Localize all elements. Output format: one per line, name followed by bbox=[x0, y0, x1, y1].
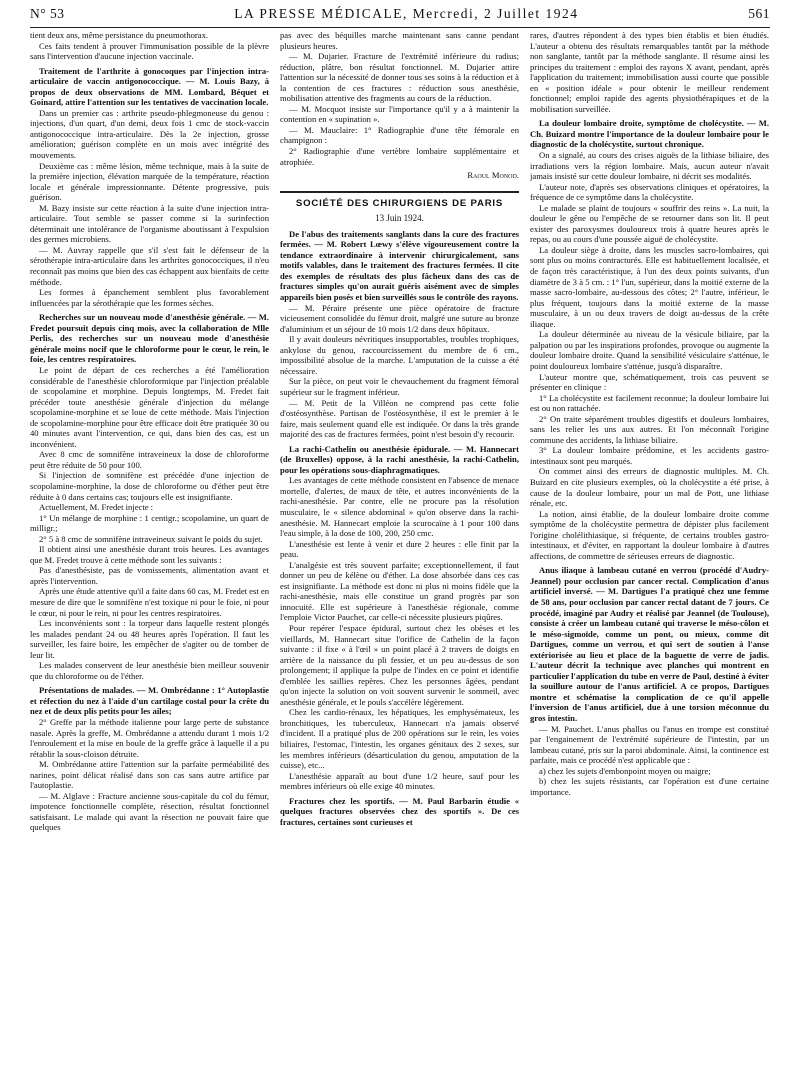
paragraph: L'auteur montre que, schématiquement, trois cas peuvent se présenter en clinique : bbox=[530, 371, 769, 393]
paragraph: pas avec des béquilles marche maintenant sans canne pendant plusieurs heures. bbox=[280, 30, 519, 51]
paragraph: a) chez les sujets d'embonpoint moyen ou maigre; bbox=[539, 765, 711, 776]
page-label: N° 53 bbox=[30, 6, 65, 21]
subsection-heading: Anus iliaque à lambeau cutané en verrou (procédé d'Audry-Jeannel) pour occlusion par cancer rectal. Complication d'anus artificiel inversé. — M. Dartigues l'a pratiqué chez une femme de 58 ans, pour occlusion par cancer rectal datant de 7 jours. Ce procédé, imaginé par Audry et réalisé par Jeannel (de Toulouse), consiste à créer un lambeau cutané qui traverse le méso-côlon et le méso-sigmoïde, comme un pont, ou mieux, comme dit Dartigues, comme un verrou, et qui sert de soutien à l'anse extériorisée au lieu et place de la baguette de verre de jadis. L'auteur décrit la technique avec planches qui montrent en particulier l'application du tube en verre de Paul, destiné à éviter la souillure autour de l'anus artificiel. A ce propos, Dartigues montre et schématise la complication de ce qu'il appelle l'inversion de l'anus artificiel, due à une torsion méconnue du gros intestin. bbox=[530, 565, 769, 723]
paragraph: 2° Greffe par la méthode italienne pour large perte de substance nasale. Après la greffe, M. Ombrédanne a attendu durant 1 mois 1/2 l'enroulement et la mise en boule de la greffe grâce à laquelle il a pu rétablir la sous-cloison détruite. bbox=[30, 717, 269, 759]
paragraph: b) chez les sujets résistants, car l'opération est d'une certaine importance. bbox=[530, 776, 769, 797]
paragraph: La douleur déterminée au niveau de la vésicule biliaire, par la palpation ou par les inspirations profondes, provoque ou augmente la douleur lombaire droite. Quand la sensibilité vésiculaire s'atténue, le point douloureux lombaire s'atténue, jusqu'à disparaître. bbox=[530, 329, 769, 371]
page-number: 561 bbox=[748, 6, 770, 21]
section-date: 13 Juin 1924. bbox=[375, 213, 424, 224]
paragraph: — M. Mocquot insiste sur l'importance qu'il y a à maintenir la contention en « supination ». bbox=[280, 103, 519, 125]
author-signature: Raoul Monod. bbox=[467, 170, 519, 181]
paragraph: Le point de départ de ces recherches a été l'amélioration considérable de l'anesthésie chloroformique par l'injection préalable de scopolamine et morphine. Depuis longtemps, M. Fredet fait précéder toute anesthésie générale d'injection du mélange scopolamine-morphine et se loue de cette méthode. Mais l'injection de scopolamine-morphine pour être efficace doit être pratiquée 30 ou 40 minutes avant l'intervention, ce qui, dans bien des cas, est un inconvénient. bbox=[30, 364, 269, 449]
paragraph: Le malade se plaint de toujours « souffrir des reins ». La nuit, la douleur le gêne ou l'empêche de se retourner dans son lit. Il peut exister des paroxysmes douloureux trois à quatre heures après le repas, ou au cours d'une poussée aiguë de cholécystite. bbox=[530, 202, 769, 245]
paragraph: Après une étude attentive qu'il a faite dans 60 cas, M. Fredet est en mesure de dire que le somnifène n'est toxique ni pour le foie, ni pour le cœur, ni pour le rein, ni pour les centres respiratoires. bbox=[30, 586, 269, 618]
paragraph: Sur la pièce, on peut voir le chevauchement du fragment fémoral supérieur sur le fragment inférieur. bbox=[280, 376, 519, 397]
paragraph: — M. Alglave : Fracture ancienne sous-capitale du col du fémur, impotence fonctionnelle complète, résection, résultat fonctionnel satisfaisant. Le malade qui avant la résection ne pouvait faire que quelques bbox=[30, 790, 269, 833]
subsection-heading: Présentations de malades. — M. Ombrédanne : 1° Autoplastie et réfection du nez à l'aide d'un cartilage costal pour la crête du nez et de deux plis petits pour les ailes; bbox=[30, 685, 269, 717]
header-rule bbox=[30, 27, 770, 28]
paragraph: Les avantages de cette méthode consistent en l'absence de menace mortelle, d'alertes, de maux de tête, et autres inconvénients de la rachi-anesthésie. Par contre, elle ne procure pas la résolution musculaire, le « silence abdominal » qu'on observe dans la rachi-anesthésie. M. Hannecart emploie la scurocaïne à 1 pour 100 dans l'eau simple, à la dose de 100, 200, 250 cmc. bbox=[280, 475, 519, 539]
paragraph: — M. Auvray rappelle que s'il s'est fait le défenseur de la sérothérapie intra-articulaire dans les arthrites gonococciques, il n'eu reconnaît pas moins que bien des cas échappent aux bienfaits de cette méthode. bbox=[30, 244, 269, 287]
column-2 bbox=[280, 30, 519, 1070]
subsection-heading: De l'abus des traitements sanglants dans la cure des fractures fermées. — M. Robert Lœwy s'élève vigoureusement contre la tendance extraordinaire à intervenir chirurgicalement, sans motifs valables, dans le traitement des fractures fermées. Il cite des exemples de résultats des plus fâcheux dans des cas de fractures simples qu'on aurait guéris aisément avec de simples appareils bien posés et bien surveillés sous le contrôle des rayons. bbox=[280, 228, 519, 303]
paragraph: 2° 5 à 8 cmc de somnifène intraveineux suivant le poids du sujet. bbox=[39, 533, 263, 544]
paragraph: Ces faits tendent à prouver l'immunisation possible de la plèvre sans l'intervention d'aucune injection vaccinale. bbox=[30, 40, 269, 62]
paragraph: Si l'injection de somnifène est précédée d'une injection de scopolamine-morphine, la dose de chloroforme ou d'éther peut être réduite à 0 dans certains cas; toujours elle est insignifiante. bbox=[30, 470, 269, 502]
paragraph: M. Ombrédanne attire l'attention sur la parfaite perméabilité des narines, point délicat réalisé dans son cas sans autre artifice par l'autoplastie. bbox=[30, 759, 269, 791]
subsection-heading: Recherches sur un nouveau mode d'anesthésie générale. — M. Fredet poursuit depuis cinq mois, avec la collaboration de Mlle Perlis, des recherches sur un nouveau mode d'anesthésie générale moins nocif que le chloroforme pour le cœur, le rein, le foie, les centres respiratoires. bbox=[30, 312, 269, 365]
subsection-heading: Traitement de l'arthrite à gonocoques par l'injection intra-articulaire de vaccin antigonococcique. — M. Louis Bazy, à propos de deux observations de MM. Lombard, Béquet et Goinard, attire l'attention sur les tentatives de vaccination locale. bbox=[30, 65, 269, 108]
paragraph: — M. Mauclaire: 1° Radiographie d'une tête fémorale en champignon : bbox=[280, 124, 519, 146]
paragraph: Actuellement, M. Fredet injecte : bbox=[39, 502, 154, 513]
paragraph: Pour repérer l'espace épidural, surtout chez les obèses et les vieillards, M. Hannecart situe l'orifice de Cathelin de la façon suivante : il fixe « à l'œil » un point placé à 2 travers de doigts en arrière de la naissance du pli fessier, et un peu au-dessus de son prolongement; il applique la pulpe de l'index en ce point et identifie d'emblée les saillies repères. Chez les personnes âgées, pendant qu'on injecte la solution on voit souvent survenir le sommeil, avec anesthésie générale, et le pouls s'accélère légèrement. bbox=[280, 622, 519, 707]
paragraph: — M. Péraire présente une pièce opératoire de fracture vicieusement consolidée du fémur droit, malgré une suture au bronze d'aluminium et un séjour de 10 mois 1/2 dans deux hôpitaux. bbox=[280, 302, 519, 334]
paragraph: Les formes à épanchement semblent plus favorablement influencées par la sérothérapie que les formes sèches. bbox=[30, 287, 269, 308]
paragraph: L'anesthésie est lente à venir et dure 2 heures : elle finit par la peau. bbox=[280, 538, 519, 560]
paragraph: On a signalé, au cours des crises aiguës de la lithiase biliaire, des irradiations vers la région lombaire. Mais, aucun auteur n'avait jamais insisté sur cette douleur lombaire, ni décrit ses modalités. bbox=[530, 150, 769, 182]
paragraph: — M. Dujarier. Fracture de l'extrémité inférieure du radius; réduction, plâtre, bon résultat fonctionnel. M. Dujarier attire l'attention sur la nécessité de donner tous ses soins à la réduction et à la contention de ces fractures : réduction sous anesthésie, mobilisation attentive des fragments au cours de la réduction. bbox=[280, 51, 519, 104]
paragraph: L'analgésie est très souvent parfaite; exceptionnellement, il faut donner un peu de kélène ou d'éther. La dose absorbée dans ces cas est insignifiante. La méthode est donc ni plus ni moins fidèle que la rachi-anesthésie, mais elle constitue un grand progrès par son innocuité. Elle est supérieure à l'anesthésie régionale, comme l'emploie Victor Pauchet, car celle-ci nécessite plusieurs piqûres. bbox=[280, 559, 519, 623]
paragraph: La notion, ainsi établie, de la douleur lombaire droite comme symptôme de la cholécystite permettra de dépister plus facilement l'origine cholélithiasique, si fréquente, de certains troubles gastro-intestinaux, et d'éviter, en rapportant la douleur lombaire à d'autres affections, de commettre de sérieuses erreurs de diagnostic. bbox=[530, 508, 769, 561]
paragraph: L'anesthésie apparaît au bout d'une 1/2 heure, sauf pour les membres inférieurs où elle exige 40 minutes. bbox=[280, 770, 519, 792]
column-1 bbox=[30, 30, 269, 1070]
section-title: SOCIÉTÉ DES CHIRURGIENS DE PARIS bbox=[280, 191, 519, 210]
paragraph: Il y avait douleurs névritiques insupportables, troubles trophiques, ankylose du genou, raccourcissement du membre de 6 cm., impossibilité absolue de la marche. L'amputation de la cuisse a été nécessaire. bbox=[280, 334, 519, 376]
subsection-heading: La rachi-Cathelin ou anesthésie épidurale. — M. Hannecart (de Bruxelles) oppose, à la rachi anesthésie, la rachi-Cathelin, pour les opérations sous-diaphragmatiques. bbox=[280, 443, 519, 475]
paragraph: — M. Pauchet. L'anus phallus ou l'anus en trompe est constitué par l'engainement de l'extrémité supérieure de l'intestin, par un lambeau cutané, pris sur la paroi abdominale. Ainsi, la continence est parfaite, mais ce procédé n'est applicable que : bbox=[530, 723, 769, 766]
paragraph: tient deux ans, même persistance du pneumothorax. bbox=[30, 30, 209, 40]
paragraph: — M. Petit de la Villéon ne comprend pas cette folie d'ostéosynthèse. Partisan de l'ostéosynthèse, il est le premier à le faire, mais seulement quand elle est indiquée. Or dans la très grande majorité des cas de fractures fermées, point n'est besoin d'y recourir. bbox=[280, 397, 519, 440]
paragraph: Les inconvénients sont : la torpeur dans laquelle restent plongés les malades pendant 24 ou 48 heures après l'opération. Il faut les surveiller, les faire boire, les empêcher de s'agiter ou de tomber de leur lit. bbox=[30, 618, 269, 660]
journal-title: LA PRESSE MÉDICALE, Mercredi, 2 Juillet 1924 bbox=[234, 6, 579, 21]
paragraph: M. Bazy insiste sur cette réaction à la suite d'une injection intra-articulaire. Tout semble se passer comme si la surinfection déterminait une intolérance de l'organisme aboutissant à l'expulsion des germes microbiens. bbox=[30, 202, 269, 245]
paragraph: 1° Un mélange de morphine : 1 centigr.; scopolamine, un quart de milligr.; bbox=[30, 512, 269, 534]
article-columns bbox=[30, 30, 770, 1070]
paragraph: 2° On traite séparément troubles digestifs et douleurs lombaires, sans les relier les uns aux autres. Et l'on méconnaît l'origine commune des accidents, la lithiase biliaire. bbox=[530, 413, 769, 445]
paragraph: Les malades conservent de leur anesthésie bien meilleur souvenir que du chloroforme ou de l'éther. bbox=[30, 660, 269, 681]
paragraph: 3° La douleur lombaire prédomine, et les accidents gastro-intestinaux sont peu marqués. bbox=[530, 445, 769, 466]
paragraph: Il obtient ainsi une anesthésie durant trois heures. Les avantages que M. Fredet trouve à cette méthode sont les suivants : bbox=[30, 544, 269, 565]
column-3 bbox=[530, 30, 769, 1070]
paragraph: rares, d'autres répondent à des types bien établis et bien étudiés. L'auteur a obtenu des résultats remarquables tantôt par la méthode non sanglante, tantôt par la méthode sanglante. Il résume ainsi les principes du traitement : emploi des rayons X avant, pendant, après l'application du traitement; immobilisation aussi courte que possible en « position idéale » pour obtenir le meilleur rendement fonctionnel; emploi rapide des agents physiothérapiques et de la mobilisation surveillée. bbox=[530, 30, 769, 114]
paragraph: Chez les cardio-rénaux, les hépatiques, les emphysémateux, les bronchitiques, les tuberculeux, Hannecart n'a jamais observé d'incident. Il a pratiqué plus de 200 opérations sur le rein, les voies biliaires, l'estomac, l'intestin, les organes génitaux des 2 sexes, sur les membres inférieurs (désarticulation du genou, amputation de la cuisse), etc... bbox=[280, 707, 519, 771]
page-header bbox=[30, 6, 770, 26]
subsection-heading: Fractures chez les sportifs. — M. Paul Barbarin étudie « quelques fractures observées chez des sportifs ». De ces fractures, certaines sont curieuses et bbox=[280, 795, 519, 827]
paragraph: On commet ainsi des erreurs de diagnostic multiples. M. Ch. Buizard en cite plusieurs exemples, où la cholécystite a été prise, à cause de la douleur lombaire, pour un mal de Pott, une lithiase rénale, etc. bbox=[530, 466, 769, 509]
paragraph: L'auteur note, d'après ses observations cliniques et opératoires, la fréquence de ce symptôme dans la cholécystite. bbox=[530, 181, 769, 203]
paragraph: Avec 8 cmc de somnifène intraveineux la dose de chloroforme peut être réduite de 50 pour 100. bbox=[30, 449, 269, 470]
paragraph: 1° La cholécystite est facilement reconnue; la douleur lombaire lui est ou non rattachée. bbox=[530, 392, 769, 414]
paragraph: 2° Radiographie d'une vertèbre lombaire supplémentaire et atrophiée. bbox=[280, 146, 519, 167]
subsection-heading: La douleur lombaire droite, symptôme de cholécystite. — M. Ch. Buizard montre l'importance de la douleur lombaire pour le diagnostic de la cholécystite, surtout chronique. bbox=[530, 118, 769, 150]
paragraph: La douleur siège à droite, dans les muscles sacro-lombaires, qui sont plus ou moins contracturés. Elle est habituellement localisée, et de façon très caractéristique, à l'un des deux points suivants, d'un diamètre de 3 à 5 cm. : 1° l'un, supérieur, dans la moitié externe de la masse sacro-lombaire, au-dessous des côtes; 2° l'autre, inférieur, le plus fréquent, toujours dans la moitié externe de la masse musculaire, à un ou deux travers de doigt au-dessus de la crête iliaque. bbox=[530, 244, 769, 329]
paragraph: Deuxième cas : même lésion, même technique, mais à la suite de la première injection, élévation marquée de la température, réaction locale et générale impressionnante. Détente progressive, puis guérison. bbox=[30, 160, 269, 203]
paragraph: Pas d'anesthésiste, pas de vomissements, alimentation avant et après l'intervention. bbox=[30, 565, 269, 586]
paragraph: Dans un premier cas : arthrite pseudo-phlegmoneuse du genou : injections, d'un quart, d'un demi, deux fois 1 cmc de stock-vaccin antigonococcique intra-articulaire. Dès la 2e injection, grosse amélioration; guérison complète en un mois avec intégrité des mouvements. bbox=[30, 107, 269, 161]
